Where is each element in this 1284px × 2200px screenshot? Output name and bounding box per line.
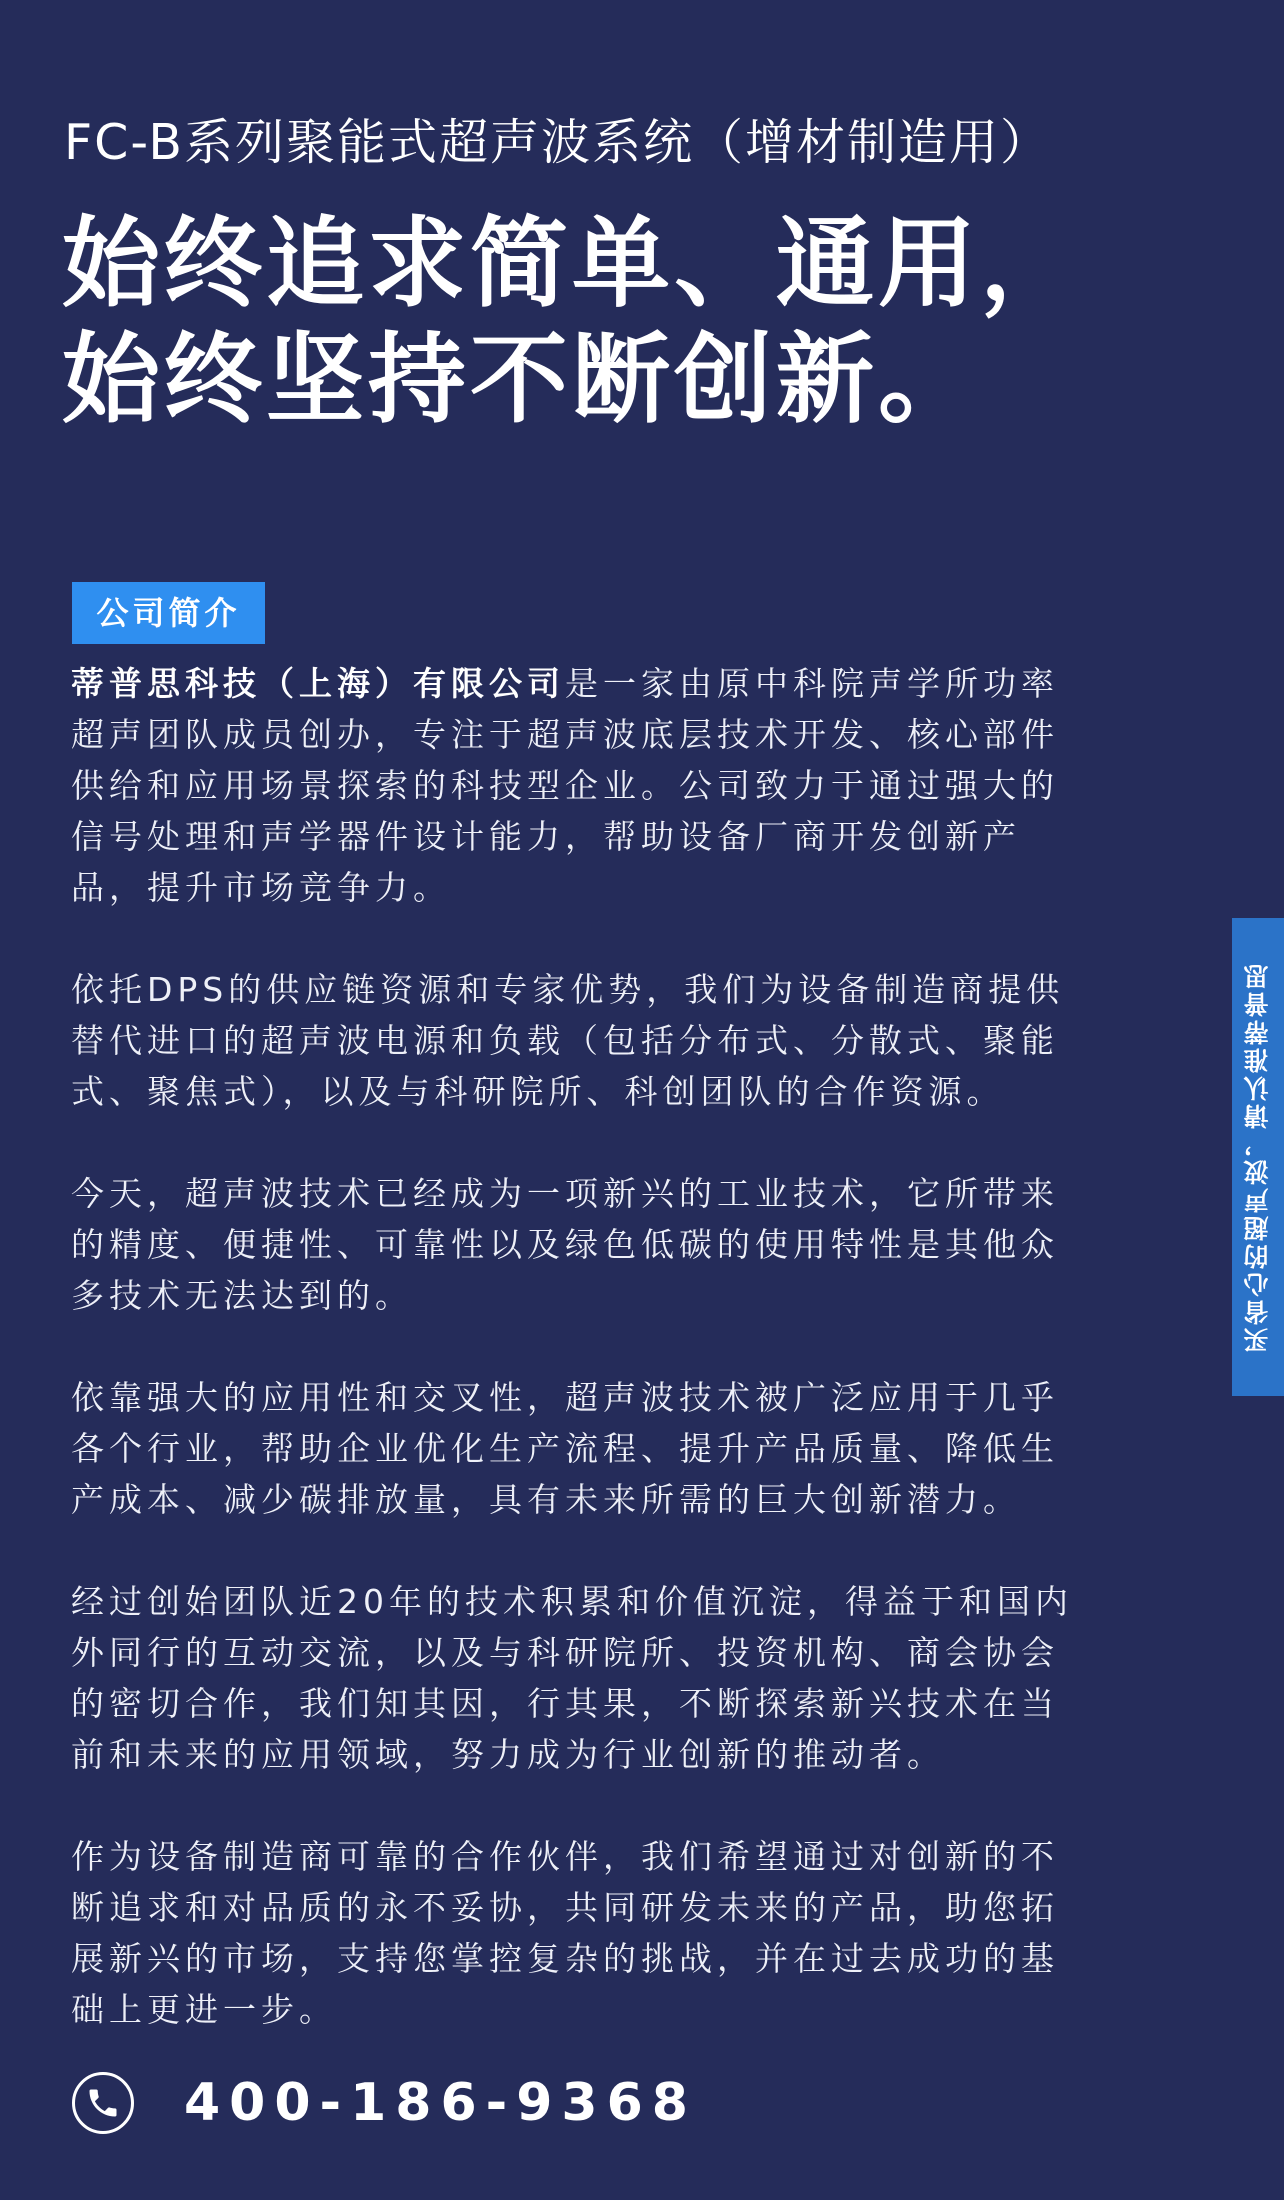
intro-paragraph-1-text: 是一家由原中科院声学所功率 超声团队成员创办，专注于超声波底层技术开发、核心部件 供给和应用场景探索的科技型企业。公司致力于通过强大的 信号处理和声学器件设计能力，帮助设备厂商开发创新产 品，提升市场竞争力。 xyxy=(71,664,1059,907)
headline-line-1: 始终追求简单、通用， xyxy=(62,207,1083,321)
headline xyxy=(62,206,1082,438)
company-intro-body xyxy=(71,658,1131,2086)
phone-number[interactable]: 400-186-9368 xyxy=(184,2073,697,2133)
intro-paragraph-1 xyxy=(71,658,1131,913)
section-tag-company-intro: 公司简介 xyxy=(72,582,265,644)
intro-paragraph-2: 依托DPS的供应链资源和专家优势，我们为设备制造商提供 替代进口的超声波电源和负载（包括分布式、分散式、聚能 式、聚焦式），以及与科研院所、科创团队的合作资源。 xyxy=(71,970,1065,1111)
contact-phone[interactable] xyxy=(72,2069,697,2137)
side-slogan-tab[interactable] xyxy=(1232,918,1284,1396)
intro-paragraph-5: 经过创始团队近20年的技术积累和价值沉淀，得益于和国内 外同行的互动交流，以及与科研院所、投资机构、商会协会 的密切合作，我们知其因，行其果，不断探索新兴技术在当 前和未来的应用领域，努力成为行业创新的推动者。 xyxy=(71,1582,1073,1774)
intro-paragraph-6: 作为设备制造商可靠的合作伙伴，我们希望通过对创新的不 断追求和对品质的永不妥协，共同研发未来的产品，助您拓 展新兴的市场，支持您掌控复杂的挑战，并在过去成功的基 础上更进一步。 xyxy=(71,1837,1059,2029)
headline-line-2: 始终坚持不断创新。 xyxy=(62,323,981,437)
company-name: 蒂普思科技（上海）有限公司 xyxy=(71,664,565,703)
intro-paragraph-3: 今天，超声波技术已经成为一项新兴的工业技术，它所带来 的精度、便捷性、可靠性以及绿色低碳的使用特性是其他众 多技术无法达到的。 xyxy=(71,1174,1059,1315)
intro-paragraph-4: 依靠强大的应用性和交叉性，超声波技术被广泛应用于几乎 各个行业，帮助企业优化生产流程、提升产品质量、降低生 产成本、减少碳排放量，具有未来所需的巨大创新潜力。 xyxy=(71,1378,1059,1519)
phone-icon xyxy=(72,2072,134,2134)
product-subtitle: FC-B系列聚能式超声波系统（增材制造用） xyxy=(64,114,1051,171)
side-slogan-text: 买省心的超声波，请认准蒂普思 xyxy=(1243,961,1272,1353)
